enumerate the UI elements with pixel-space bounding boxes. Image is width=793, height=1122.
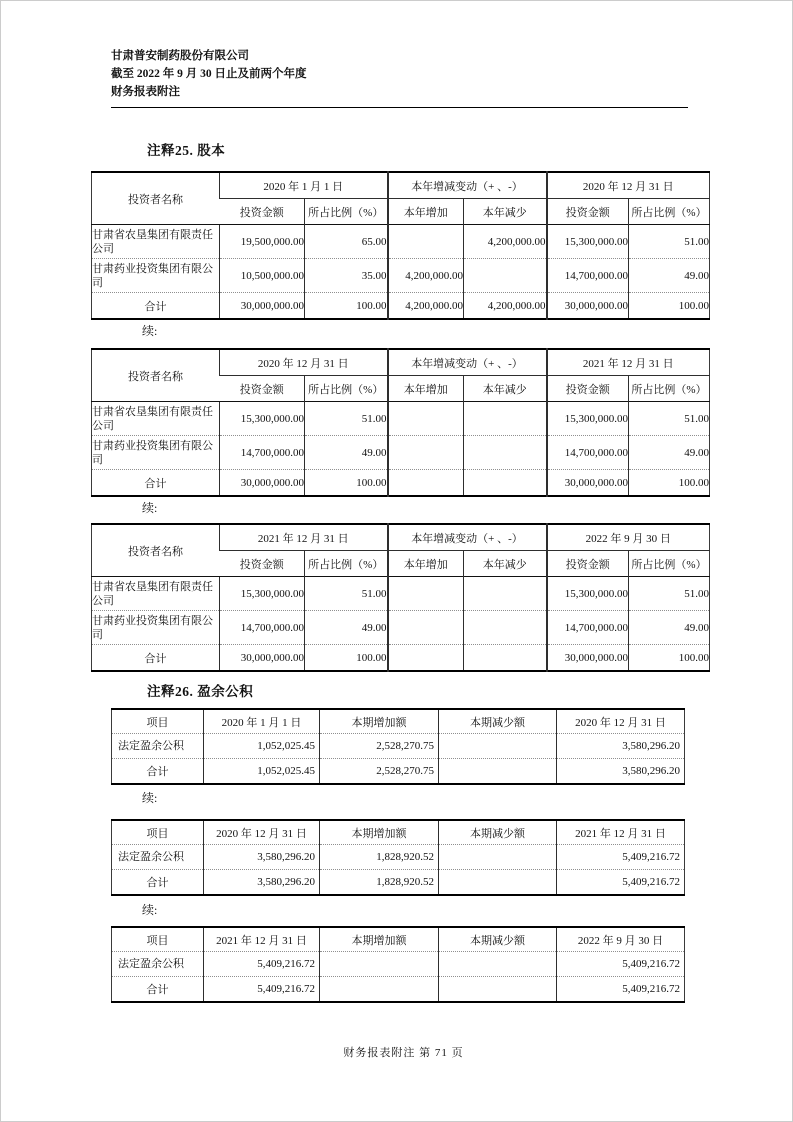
cell-value [439, 845, 557, 870]
column-header-start-date: 2021 年 12 月 31 日 [220, 524, 388, 551]
cell-value: 30,000,000.00 [547, 645, 629, 672]
cell-value: 15,300,000.00 [547, 402, 629, 436]
cell-value [388, 611, 464, 645]
column-header-ratio: 所占比例（%） [629, 551, 710, 577]
column-header-entity: 投资者名称 [128, 545, 183, 558]
report-type-line: 财务报表附注 [111, 86, 180, 98]
cell-value [464, 611, 547, 645]
column-header-increase: 本期增加额 [320, 820, 439, 845]
column-header-change: 本年增减变动（+ 、-） [388, 524, 547, 551]
cell-value: 14,700,000.00 [547, 259, 629, 293]
cell-value [388, 645, 464, 672]
total-label: 合计 [92, 293, 220, 320]
column-header-end-date: 2020 年 12 月 31 日 [547, 172, 710, 199]
cell-value: 100.00 [305, 293, 388, 320]
share-capital-table-1 [91, 171, 710, 320]
cell-value: 51.00 [629, 402, 710, 436]
column-header-amount: 投资金额 [220, 199, 305, 225]
cell-value [439, 977, 557, 1003]
cell-value [464, 259, 547, 293]
share-capital-table-2 [91, 348, 710, 497]
item-name: 法定盈余公积 [112, 845, 204, 870]
cell-value: 3,580,296.20 [204, 845, 320, 870]
cell-value [388, 577, 464, 611]
table-row [92, 436, 710, 470]
column-header-change: 本年增减变动（+ 、-） [388, 349, 547, 376]
table-row [92, 259, 710, 293]
investor-name: 甘肃药业投资集团有限公司 [92, 259, 220, 293]
column-header-increase: 本期增加额 [320, 927, 439, 952]
company-name-line: 甘肃普安制药股份有限公司 [111, 50, 249, 62]
cell-value [439, 734, 557, 759]
table-header-row [92, 349, 710, 376]
column-header-increase: 本年增加 [388, 199, 464, 225]
investor-name: 甘肃省农垦集团有限责任公司 [92, 402, 220, 436]
column-header-decrease: 本年减少 [464, 551, 547, 577]
investor-name: 甘肃省农垦集团有限责任公司 [92, 225, 220, 259]
column-header-ratio: 所占比例（%） [629, 376, 710, 402]
column-header-amount: 投资金额 [220, 376, 305, 402]
cell-value: 4,200,000.00 [388, 293, 464, 320]
cell-value: 4,200,000.00 [388, 259, 464, 293]
column-header-amount: 投资金额 [220, 551, 305, 577]
total-row [112, 759, 685, 785]
column-header-decrease: 本期减少额 [439, 927, 557, 952]
column-header-start-date: 2020 年 1 月 1 日 [220, 172, 388, 199]
total-label: 合计 [112, 759, 204, 785]
surplus-reserve-table-2 [111, 819, 685, 896]
cell-value: 15,300,000.00 [547, 577, 629, 611]
continued-label: 续: [142, 501, 158, 515]
total-row [112, 977, 685, 1003]
continued-label: 续: [142, 791, 158, 805]
cell-value: 4,200,000.00 [464, 293, 547, 320]
column-header-change: 本年增减变动（+ 、-） [388, 172, 547, 199]
cell-value: 30,000,000.00 [220, 470, 305, 497]
cell-value: 100.00 [629, 470, 710, 497]
column-header-amount: 投资金额 [547, 199, 629, 225]
cell-value: 15,300,000.00 [220, 577, 305, 611]
table-header-row [112, 820, 685, 845]
cell-value: 30,000,000.00 [220, 645, 305, 672]
investor-name: 甘肃药业投资集团有限公司 [92, 611, 220, 645]
cell-value [464, 645, 547, 672]
cell-value [439, 759, 557, 785]
column-header-amount: 投资金额 [547, 376, 629, 402]
cell-value: 51.00 [305, 402, 388, 436]
cell-value: 14,700,000.00 [547, 436, 629, 470]
cell-value: 10,500,000.00 [220, 259, 305, 293]
column-header-start-date: 2020 年 12 月 31 日 [204, 820, 320, 845]
table-header-row [92, 524, 710, 551]
column-header-item: 项目 [146, 827, 169, 840]
cell-value [464, 470, 547, 497]
column-header-decrease: 本年减少 [464, 376, 547, 402]
total-label: 合计 [112, 870, 204, 896]
share-capital-table-3 [91, 523, 710, 672]
column-header-start-date: 2021 年 12 月 31 日 [204, 927, 320, 952]
cell-value: 49.00 [629, 259, 710, 293]
column-header-ratio: 所占比例（%） [305, 551, 388, 577]
cell-value: 49.00 [629, 611, 710, 645]
table-header-row [92, 172, 710, 199]
cell-value: 1,828,920.52 [320, 845, 439, 870]
cell-value: 30,000,000.00 [547, 470, 629, 497]
document-header [111, 47, 307, 101]
cell-value: 35.00 [305, 259, 388, 293]
column-header-increase: 本期增加额 [320, 709, 439, 734]
column-header-ratio: 所占比例（%） [305, 376, 388, 402]
cell-value: 5,409,216.72 [204, 952, 320, 977]
cell-value: 5,409,216.72 [557, 977, 685, 1003]
cell-value: 65.00 [305, 225, 388, 259]
cell-value: 5,409,216.72 [557, 845, 685, 870]
column-header-increase: 本年增加 [388, 376, 464, 402]
column-header-ratio: 所占比例（%） [629, 199, 710, 225]
column-header-ratio: 所占比例（%） [305, 199, 388, 225]
header-divider [111, 107, 688, 108]
cell-value [320, 952, 439, 977]
table-row [112, 845, 685, 870]
table-row [92, 611, 710, 645]
cell-value: 3,580,296.20 [204, 870, 320, 896]
column-header-increase: 本年增加 [388, 551, 464, 577]
cell-value: 2,528,270.75 [320, 759, 439, 785]
column-header-item: 项目 [146, 934, 169, 947]
column-header-entity: 投资者名称 [128, 370, 183, 383]
cell-value [464, 436, 547, 470]
cell-value: 1,052,025.45 [204, 734, 320, 759]
total-row [92, 293, 710, 320]
cell-value: 3,580,296.20 [557, 734, 685, 759]
table-row [92, 577, 710, 611]
table-row [112, 952, 685, 977]
cell-value: 2,528,270.75 [320, 734, 439, 759]
cell-value: 5,409,216.72 [557, 870, 685, 896]
total-row [92, 645, 710, 672]
cell-value [388, 402, 464, 436]
cell-value [464, 577, 547, 611]
cell-value: 49.00 [629, 436, 710, 470]
cell-value: 100.00 [305, 470, 388, 497]
cell-value [320, 977, 439, 1003]
cell-value [464, 402, 547, 436]
column-header-end-date: 2020 年 12 月 31 日 [557, 709, 685, 734]
surplus-reserve-table-3 [111, 926, 685, 1003]
cell-value: 19,500,000.00 [220, 225, 305, 259]
page-footer: 财务报表附注 第 71 页 [343, 1047, 464, 1059]
cell-value: 14,700,000.00 [220, 436, 305, 470]
cell-value: 49.00 [305, 436, 388, 470]
report-period-line: 截至 2022 年 9 月 30 日止及前两个年度 [111, 68, 307, 80]
note26-title: 注释26. 盈余公积 [147, 684, 254, 699]
total-row [112, 870, 685, 896]
column-header-entity: 投资者名称 [128, 193, 183, 206]
cell-value: 15,300,000.00 [547, 225, 629, 259]
investor-name: 甘肃药业投资集团有限公司 [92, 436, 220, 470]
column-header-decrease: 本期减少额 [439, 820, 557, 845]
cell-value: 51.00 [629, 225, 710, 259]
total-label: 合计 [92, 645, 220, 672]
investor-name: 甘肃省农垦集团有限责任公司 [92, 577, 220, 611]
column-header-item: 项目 [146, 716, 169, 729]
cell-value: 30,000,000.00 [220, 293, 305, 320]
cell-value: 3,580,296.20 [557, 759, 685, 785]
cell-value: 51.00 [629, 577, 710, 611]
column-header-start-date: 2020 年 1 月 1 日 [204, 709, 320, 734]
cell-value: 14,700,000.00 [220, 611, 305, 645]
cell-value: 4,200,000.00 [464, 225, 547, 259]
note25-title: 注释25. 股本 [147, 143, 226, 158]
total-label: 合计 [112, 977, 204, 1003]
total-label: 合计 [92, 470, 220, 497]
table-row [92, 225, 710, 259]
cell-value [388, 470, 464, 497]
item-name: 法定盈余公积 [112, 734, 204, 759]
cell-value [388, 436, 464, 470]
cell-value: 5,409,216.72 [204, 977, 320, 1003]
cell-value: 5,409,216.72 [557, 952, 685, 977]
cell-value: 51.00 [305, 577, 388, 611]
table-row [92, 402, 710, 436]
column-header-end-date: 2022 年 9 月 30 日 [547, 524, 710, 551]
table-row [112, 734, 685, 759]
item-name: 法定盈余公积 [112, 952, 204, 977]
cell-value: 100.00 [629, 293, 710, 320]
column-header-amount: 投资金额 [547, 551, 629, 577]
surplus-reserve-table-1 [111, 708, 685, 785]
cell-value: 100.00 [629, 645, 710, 672]
cell-value: 1,052,025.45 [204, 759, 320, 785]
column-header-end-date: 2022 年 9 月 30 日 [557, 927, 685, 952]
table-header-row [112, 709, 685, 734]
cell-value [439, 870, 557, 896]
cell-value: 100.00 [305, 645, 388, 672]
continued-label: 续: [142, 903, 158, 917]
table-header-row [112, 927, 685, 952]
cell-value [439, 952, 557, 977]
continued-label: 续: [142, 324, 158, 338]
cell-value [388, 225, 464, 259]
column-header-decrease: 本年减少 [464, 199, 547, 225]
total-row [92, 470, 710, 497]
column-header-decrease: 本期减少额 [439, 709, 557, 734]
column-header-end-date: 2021 年 12 月 31 日 [547, 349, 710, 376]
cell-value: 1,828,920.52 [320, 870, 439, 896]
cell-value: 49.00 [305, 611, 388, 645]
column-header-end-date: 2021 年 12 月 31 日 [557, 820, 685, 845]
cell-value: 30,000,000.00 [547, 293, 629, 320]
cell-value: 15,300,000.00 [220, 402, 305, 436]
cell-value: 14,700,000.00 [547, 611, 629, 645]
column-header-start-date: 2020 年 12 月 31 日 [220, 349, 388, 376]
